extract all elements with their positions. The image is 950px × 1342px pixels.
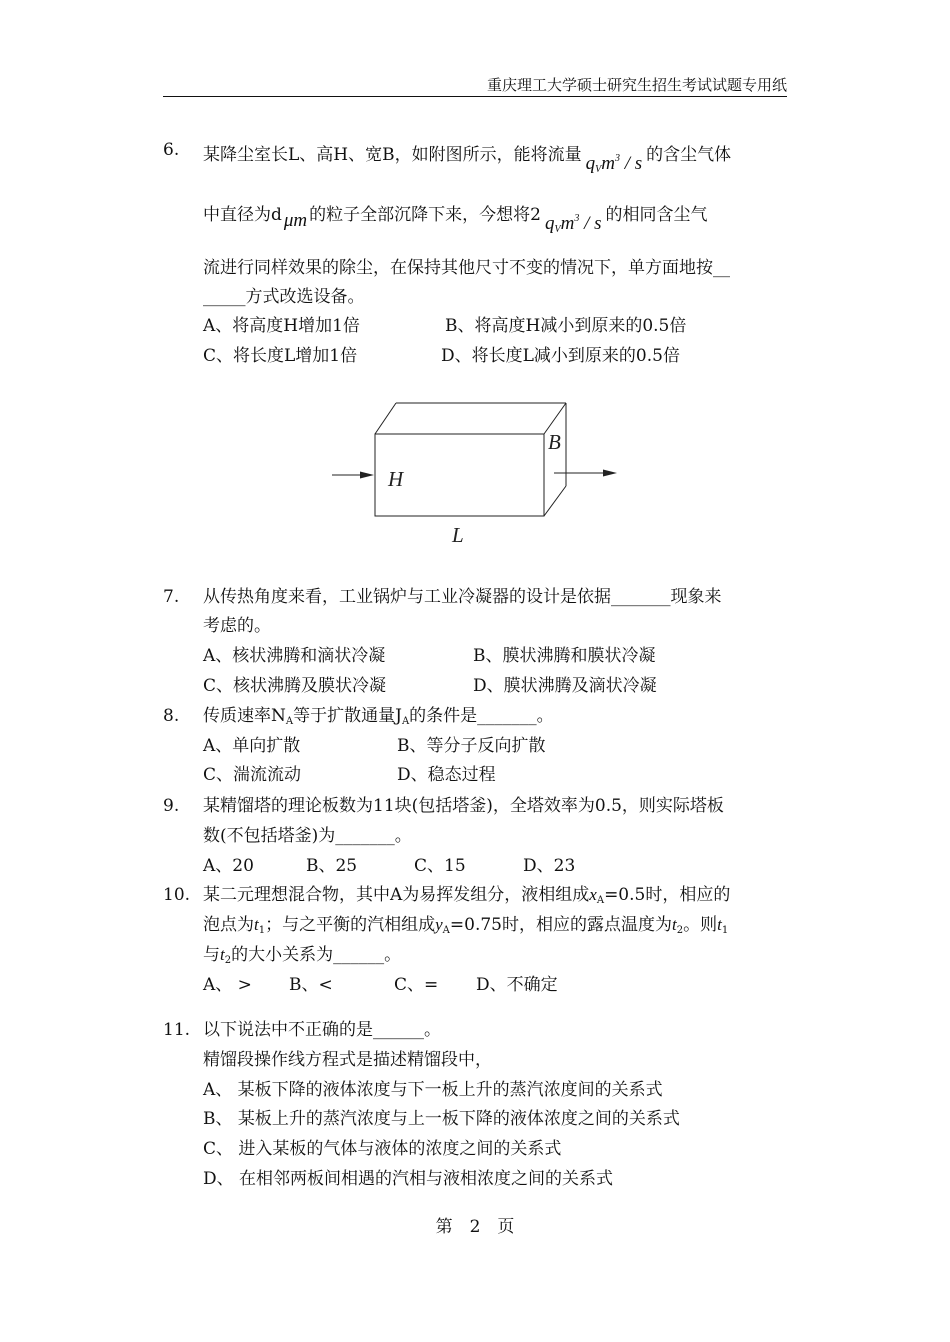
q10-l3-text-b: 的大小关系为______。 (231, 945, 402, 965)
q10-option-d: D、不确定 (476, 975, 558, 995)
flow-m: m (601, 153, 615, 174)
q10-l1-text-a: 某二元理想混合物，其中A为易挥发组分，液相组成 (203, 885, 590, 905)
q10-l2-text-c: =0.75时，相应的露点温度为 (449, 915, 672, 935)
q10-var-t1b-sub: 1 (721, 925, 729, 936)
q8-text-c: 的条件是_______。 (409, 706, 554, 726)
q11-option-b: B、 某板上升的蒸汽浓度与上一板下降的液体浓度之间的关系式 (203, 1109, 680, 1129)
q8-text-a: 传质速率N (203, 706, 286, 726)
q11-option-a: A、 某板下降的液体浓度与下一板上升的蒸汽浓度间的关系式 (203, 1080, 663, 1100)
q6-line2-text-b: 的粒子全部沉降下来，今想将2 (309, 205, 541, 225)
q8-option-d: D、稳态过程 (397, 765, 496, 785)
figure-label-l: L (452, 523, 464, 547)
q11-number: 11. (163, 1020, 191, 1040)
inlet-arrow-head (360, 472, 374, 479)
q8-sub-a: A (285, 716, 294, 727)
q10-var-t1b: t (717, 915, 722, 934)
q7-line2: 考虑的。 (203, 616, 271, 636)
flow-exp: 3 (574, 213, 580, 224)
q7-option-a: A、核状沸腾和滴状冷凝 (203, 646, 386, 666)
figure-label-b: B (548, 430, 561, 454)
box-edge-bottom-right (544, 486, 566, 516)
q7-number: 7. (163, 587, 180, 607)
flow-sub: V (554, 224, 561, 235)
q8-text-b: 等于扩散通量J (293, 706, 402, 726)
q10-line2 (203, 914, 728, 942)
q6-line3: 流进行同样效果的除尘，在保持其他尺寸不变的情况下，单方面地按__ (203, 258, 730, 278)
flow-sub: V (595, 164, 602, 175)
q11-line2: 精馏段操作线方程式是描述精馏段中， (203, 1050, 492, 1070)
flow-s: / s (619, 153, 643, 174)
q9-option-b: B、25 (306, 856, 358, 876)
q7-option-c: C、核状沸腾及膜状冷凝 (203, 676, 387, 696)
q11-option-c: C、 进入某板的气体与液体的浓度之间的关系式 (203, 1139, 562, 1159)
q8-option-a: A、单向扩散 (203, 736, 301, 756)
q9-line2: 数(不包括塔釜)为_______。 (203, 826, 412, 846)
q7-option-d: D、膜状沸腾及滴状冷凝 (473, 676, 657, 696)
flow-q: q (544, 213, 555, 234)
q10-line3 (203, 944, 401, 972)
q10-var-t2b: t (220, 945, 225, 964)
q6-line1-text-b: 的含尘气体 (646, 145, 732, 165)
q8-sub-b: A (401, 716, 410, 727)
q10-var-t2: t (672, 915, 677, 934)
q11-option-d: D、 在相邻两板间相遇的汽相与液相浓度之间的关系式 (203, 1169, 614, 1189)
figure-label-h: H (388, 467, 404, 491)
flow-m: m (560, 213, 575, 234)
q10-l2-text-b: ；与之平衡的汽相组成 (265, 915, 436, 935)
q10-var-x-sub: A (596, 895, 605, 906)
q10-option-c: C、= (394, 975, 439, 995)
q10-var-t2-sub: 2 (676, 925, 684, 936)
q10-l2-text-d: 。则 (683, 915, 718, 935)
q9-option-c: C、15 (414, 856, 466, 876)
q6-line2-text-a: 中直径为d (203, 205, 282, 225)
q10-var-y-sub: A (442, 925, 450, 936)
q8-line1 (203, 705, 554, 733)
q6-line4: _____方式改选设备。 (203, 287, 365, 307)
flow-q: q (585, 153, 596, 174)
q9-line1: 某精馏塔的理论板数为11块(包括塔釜)，全塔效率为0.5，则实际塔板 (203, 796, 724, 816)
header-title: 重庆理工大学硕士研究生招生考试试题专用纸 (163, 76, 787, 97)
page-number: 第 2 页 (435, 1217, 515, 1237)
q10-var-t1: t (254, 915, 259, 934)
q8-option-b: B、等分子反向扩散 (397, 736, 546, 756)
q10-var-t2b-sub: 2 (224, 955, 232, 966)
q6-um: μm (283, 210, 308, 231)
q10-number: 10. (163, 885, 191, 905)
q9-option-d: D、23 (523, 856, 576, 876)
q8-number: 8. (163, 706, 180, 726)
outlet-arrow-head (603, 470, 617, 477)
q10-var-x: x (589, 885, 597, 904)
q11-line1: 以下说法中不正确的是______。 (203, 1020, 441, 1040)
flow-s: / s (579, 213, 602, 234)
q6-option-d: D、将长度L减小到原来的0.5倍 (441, 346, 680, 366)
q7-option-b: B、膜状沸腾和膜状冷凝 (473, 646, 656, 666)
q6-option-c: C、将长度L增加1倍 (203, 346, 358, 366)
box-edge-top-left (375, 403, 396, 434)
flow-exp: 3 (614, 153, 620, 164)
q10-option-a: A、 > (203, 975, 252, 995)
q7-line1: 从传热角度来看，工业锅炉与工业冷凝器的设计是依据_______现象来 (203, 587, 722, 607)
q6-option-b: B、将高度H减小到原来的0.5倍 (445, 316, 687, 336)
q10-l3-text-a: 与 (203, 945, 220, 965)
q10-line1 (203, 884, 730, 912)
q10-l2-text-a: 泡点为 (203, 915, 254, 935)
q6-line1-text-a: 某降尘室长L、高H、宽B，如附图所示，能将流量 (203, 145, 582, 165)
q10-var-y: y (435, 915, 443, 934)
q10-option-b: B、< (289, 975, 333, 995)
q8-option-c: C、湍流流动 (203, 765, 302, 785)
q6-line2-text-c: 的相同含尘气 (605, 205, 708, 225)
q10-var-t1-sub: 1 (258, 925, 266, 936)
q6-number: 6. (163, 140, 180, 160)
q9-number: 9. (163, 796, 180, 816)
q10-l1-text-b: =0.5时，相应的 (604, 885, 731, 905)
q6-option-a: A、将高度H增加1倍 (203, 316, 360, 336)
q9-option-a: A、20 (203, 856, 254, 876)
